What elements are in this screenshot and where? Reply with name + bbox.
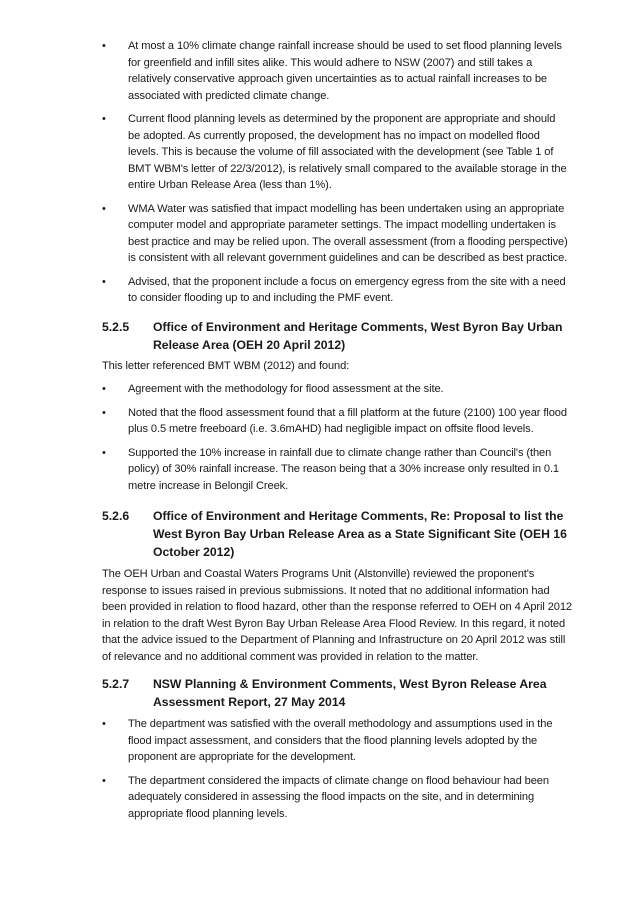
- bullet-list-top: [102, 38, 570, 314]
- bullet-icon: •: [102, 406, 106, 419]
- bullet-icon: •: [102, 718, 106, 730]
- list-item-text: Advised, that the proponent include a focus on emergency egress from the site with a need to consider flooding up to and including the PMF event.: [128, 275, 566, 304]
- bullet-list-525: [102, 381, 570, 501]
- section-heading-527: [102, 675, 572, 711]
- list-item: [102, 405, 570, 438]
- list-item: [102, 111, 570, 194]
- list-item-text: The department considered the impacts of climate change on flood behaviour had been adequately considered in assessing the flood impacts on the site, and in determining appropriate flood planning levels.: [128, 774, 549, 820]
- bullet-icon: •: [102, 275, 106, 288]
- list-item: [102, 201, 570, 267]
- section-number: 5.2.5: [102, 320, 130, 334]
- list-item: [102, 773, 570, 823]
- section-title: NSW Planning & Environment Comments, West Byron Release Area Assessment Report, 27 May 2014: [153, 677, 547, 709]
- section-intro: This letter referenced BMT WBM (2012) and found:: [102, 360, 350, 372]
- bullet-icon: •: [102, 40, 106, 52]
- section-number: 5.2.7: [102, 677, 130, 691]
- section-title: Office of Environment and Heritage Comments, West Byron Bay Urban Release Area (OEH 20 April 2012): [153, 320, 563, 352]
- section-title: Office of Environment and Heritage Comments, Re: Proposal to list the West Byron Bay Urban Release Area as a State Significant Site (OEH 16 October 2012): [153, 509, 567, 559]
- bullet-icon: •: [102, 774, 106, 787]
- bullet-list-527: [102, 716, 570, 829]
- bullet-icon: •: [102, 202, 106, 215]
- bullet-icon: •: [102, 383, 106, 395]
- section-heading-525: [102, 318, 572, 354]
- list-item-text: Current flood planning levels as determined by the proponent are appropriate and should be adopted. As currently proposed, the development has no impact on modelled flood levels. This is because the volume of fill associated with the development (see Table 1 of BMT WBM's letter of 22/3/2012), is relatively small compared to the available storage in the entire Urban Release Area (less than 1%).: [128, 113, 567, 191]
- list-item: [102, 274, 570, 307]
- bullet-icon: •: [102, 113, 106, 125]
- section-body: The OEH Urban and Coastal Waters Programs Unit (Alstonville) reviewed the proponent's response to issues raised in previous submissions. It noted that no additional information had been provided in relation to flood hazard, other than the response referred to OEH on 4 April 2012 in relation to the draft West Byron Bay Urban Release Area Flood Review. In this regard, it noted that the advice issued to the Department of Planning and Infrastructure on 20 April 2012 was still of relevance and no additional comment was provided in relation to the matter.: [102, 568, 573, 663]
- list-item-text: Supported the 10% increase in rainfall due to climate change rather than Council's (then policy) of 30% rainfall increase. The reason being that a 30% increase only resulted in 0.1 metre increase in Belongil Creek.: [128, 446, 560, 492]
- section-heading-526: [102, 507, 572, 561]
- list-item-text: WMA Water was satisfied that impact modelling has been undertaken using an appropriate computer model and appropriate parameter settings. The impact modelling undertaken is best practice and may be relied upon. The overall assessment (from a flooding perspective) is consistent with all relevant government guidelines and can be described as best practice.: [128, 202, 568, 264]
- list-item: [102, 38, 570, 104]
- list-item: [102, 445, 570, 495]
- list-item: [102, 381, 570, 398]
- list-item-text: At most a 10% climate change rainfall increase should be used to set flood planning levels for greenfield and infill sites alike. This would adhere to NSW (2007) and still takes a relatively conservative approach given uncertainties as to actual rainfall increases to be associated with predicted climate change.: [128, 40, 562, 102]
- list-item-text: The department was satisfied with the overall methodology and assumptions used in the flood impact assessment, and considers that the flood planning levels adopted by the proponent are appropriate for the development.: [128, 718, 553, 763]
- list-item: [102, 716, 570, 766]
- list-item-text: Agreement with the methodology for flood assessment at the site.: [128, 383, 444, 395]
- bullet-icon: •: [102, 446, 106, 459]
- list-item-text: Noted that the flood assessment found that a fill platform at the future (2100) 100 year flood plus 0.5 metre freeboard (i.e. 3.6mAHD) had negligible impact on offsite flood levels.: [128, 406, 567, 435]
- section-number: 5.2.6: [102, 509, 130, 523]
